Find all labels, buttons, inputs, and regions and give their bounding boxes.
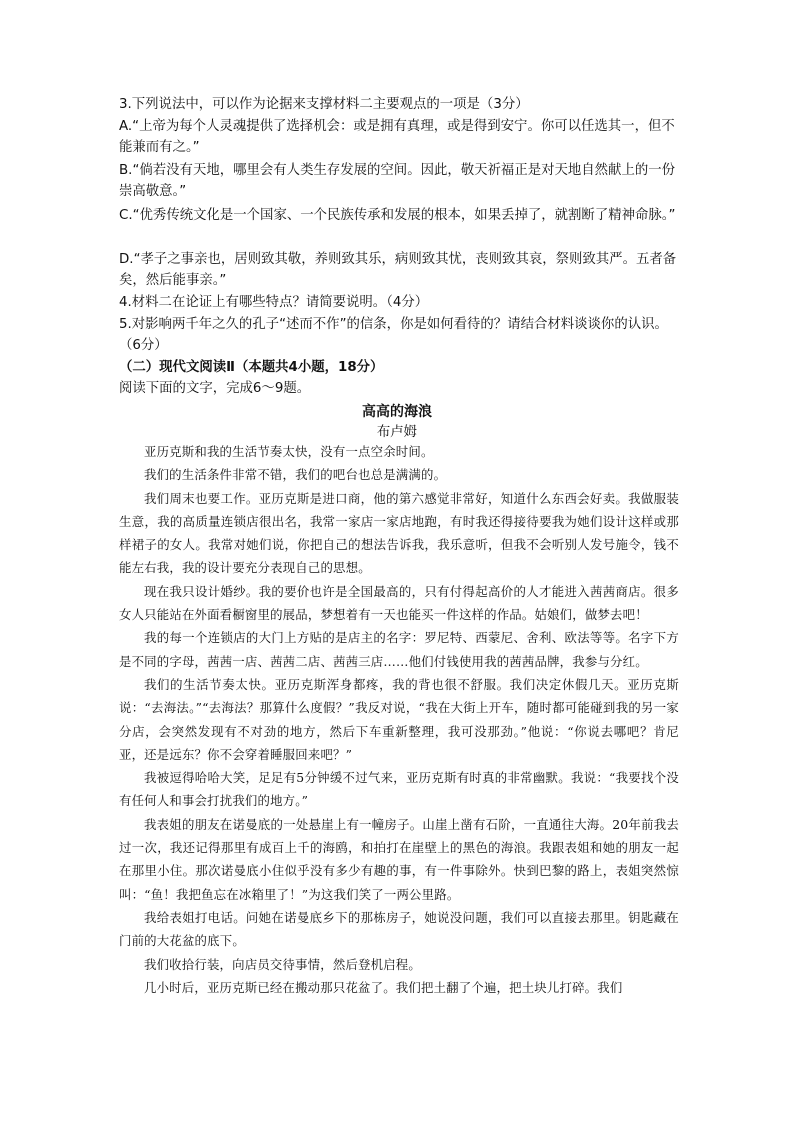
reading-instruction: 阅读下面的文字，完成6～9题。 [119, 381, 311, 396]
option-c: C.“优秀传统文化是一个国家、一个民族传承和发展的根本，如果丢掉了，就割断了精神命脉。” [119, 208, 676, 223]
story-paragraph: 我们周末也要工作。亚历克斯是进口商，他的第六感觉非常好，知道什么东西会好卖。我做服装生意，我的高质量连锁店很出名，我常一家店一家店地跑，有时我还得接待要我为她们设计这样或那样裙子的女人。我常对她们说，你把自己的想法告诉我，我乐意听，但我不会听别人发号施令，钱不能左右我，我的设计要充分表现自己的思想。 [119, 490, 679, 576]
story-paragraph: 我们的生活节奏太快。亚历克斯浑身都疼，我的背也很不舒服。我们决定休假几天。亚历克斯说：“去海法。”“去海法？那算什么度假？”我反对说，“我在大街上开车，随时都可能碰到我的另一家分店，会突然发现有不对劲的地方，然后下车重新整理，我可没那劲。”他说：“你说去哪吧？肯尼亚，还是远东？你不会穿着睡服回来吧？” [119, 676, 679, 762]
story-paragraph: 我们的生活条件非常不错，我们的吧台也总是满满的。 [144, 467, 447, 483]
story-paragraph: 我给表姐打电话。问她在诺曼底乡下的那栋房子，她说没问题，我们可以直接去那里。钥匙藏在门前的大花盆的底下。 [119, 909, 679, 949]
story-paragraph: 现在我只设计婚纱。我的要价也许是全国最高的，只有付得起高价的人才能进入茜茜商店。很多女人只能站在外面看橱窗里的展品，梦想着有一天也能买一件这样的作品。姑娘们，做梦去吧！ [119, 583, 679, 623]
question-4: 4.材料二在论证上有哪些特点？请简要说明。（4分） [119, 295, 429, 310]
question-5: 5.对影响两千年之久的孔子“述而不作”的信条，你是如何看待的？请结合材料谈谈你的认识。（6分） [119, 317, 668, 354]
story-author: 布卢姆 [376, 425, 418, 440]
option-a: A.“上帝为每个人灵魂提供了选择机会：或是拥有真理，或是得到安宁。你可以任选其一，但不能兼而有之。” [119, 119, 675, 156]
story-paragraph: 几小时后，亚历克斯已经在搬动那只花盆了。我们把土翻了个遍，把土块儿打碎。我们 [144, 979, 623, 995]
story-paragraph: 我被逗得哈哈大笑，足足有5分钟缓不过气来，亚历克斯有时真的非常幽默。我说：“我要找个没有任何人和事会打扰我们的地方。” [119, 770, 679, 809]
option-b: B.“倘若没有天地，哪里会有人类生存发展的空间。因此，敬天祈福正是对天地自然献上的一份崇高敬意。” [119, 163, 676, 200]
section-heading: （二）现代文阅读Ⅱ（本题共4小题，18分） [119, 360, 384, 375]
option-d: D.“孝子之事亲也，居则致其敬，养则致其乐，病则致其忧，丧则致其哀，祭则致其严。五者备矣，然后能事亲。” [119, 252, 677, 289]
story-body [119, 440, 679, 999]
story-paragraph: 我们收拾行装，向店员交待事情，然后登机启程。 [144, 956, 421, 972]
story-paragraph: 亚历克斯和我的生活节奏太快，没有一点空余时间。 [144, 444, 434, 459]
question-3: 3.下列说法中，可以作为论据来支撑材料二主要观点的一项是（3分） [119, 97, 529, 112]
story-paragraph: 我的每一个连锁店的大门上方贴的是店主的名字：罗尼特、西蒙尼、舍利、欧法等等。名字下方是不同的字母，茜茜一店、茜茜二店、茜茜三店……他们付钱使用我的茜茜品牌，我参与分红。 [119, 630, 679, 669]
story-title: 高高的海浪 [362, 404, 432, 420]
story-paragraph: 我表姐的朋友在诺曼底的一处悬崖上有一幢房子。山崖上凿有石阶，一直通往大海。20年前我去过一次，我还记得那里有成百上千的海鸥，和拍打在崖壁上的黑色的海浪。我跟表姐和她的朋友一起在那里小住。那次诺曼底小住似乎没有多少有趣的事，有一件事除外。快到巴黎的路上，表姐突然惊叫：“鱼！我把鱼忘在冰箱里了！”为这我们笑了一两公里路。 [119, 816, 679, 902]
